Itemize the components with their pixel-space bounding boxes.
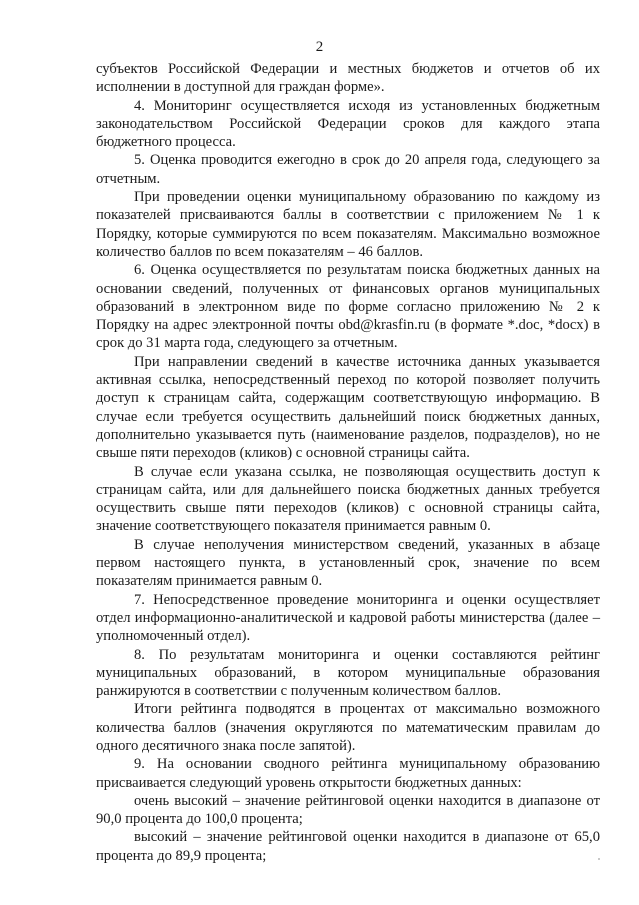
paragraph-continuation: субъектов Российской Федерации и местных бюджетов и отчетов об их исполнении в доступной для граждан форме». <box>96 61 600 96</box>
scan-speck <box>598 858 600 860</box>
paragraph-item-5: 5. Оценка проводится ежегодно в срок до 20 апреля года, следующего за отчетным. <box>96 152 600 187</box>
level-very-high: очень высокий – значение рейтинговой оценки находится в диапазоне от 90,0 процента до 100,0 процента; <box>96 792 600 828</box>
paragraph-source-link: При направлении сведений в качестве источника данных указывается активная ссылка, непосредственный переход по которой позволяет получить доступ к страницам сайта, содержащим соответствующую информацию. В случае если требуется осуществить дальнейший поиск бюджетных данных, дополнительно указывается путь (наименование разделов, подразделов), но не свыше пяти переходов (кликов) с основной страницы сайта. <box>96 353 600 462</box>
paragraph-item-4: 4. Мониторинг осуществляется исходя из установленных бюджетным законодательством Российской Федерации сроков для каждого этапа бюджетного процесса. <box>96 97 600 151</box>
paragraph-invalid-link: В случае если указана ссылка, не позволяющая осуществить доступ к страницам сайта, или для дальнейшего поиска бюджетных данных требуется осуществить свыше пяти переходов (кликов) с основной страницы сайта, значение соответствующего показателя принимается равным 0. <box>96 463 600 535</box>
paragraph-scoring: При проведении оценки муниципальному образованию по каждому из показателей присваиваются баллы в соответствии с приложением № 1 к Порядку, которые суммируются по всем показателям. Максимально возможное количество баллов по всем показателям – 46 баллов. <box>96 189 600 260</box>
paragraph-item-8: 8. По результатам мониторинга и оценки составляются рейтинг муниципальных образований, в котором муниципальные образования ранжируются в соответствии с полученным количеством баллов. <box>96 646 600 700</box>
level-high: высокий – значение рейтинговой оценки находится в диапазоне от 65,0 процента до 89,9 процента; <box>96 829 600 864</box>
paragraph-no-data: В случае неполучения министерством сведений, указанных в абзаце первом настоящего пункта, в установленный срок, значение по всем показателям принимается равным 0. <box>96 536 600 590</box>
paragraph-item-9: 9. На основании сводного рейтинга муниципальному образованию присваивается следующий уровень открытости бюджетных данных: <box>96 756 600 791</box>
paragraph-item-7: 7. Непосредственное проведение мониторинга и оценки осуществляет отдел информационно-аналитической и кадровой работы министерства (далее – уполномоченный отдел). <box>96 591 600 645</box>
document-body <box>96 60 600 865</box>
paragraph-rating-results: Итоги рейтинга подводятся в процентах от максимально возможного количества баллов (значения округляются по математическим правилам до одного десятичного знака после запятой). <box>96 701 600 754</box>
page-number: 2 <box>315 39 324 55</box>
paragraph-item-6: 6. Оценка осуществляется по результатам поиска бюджетных данных на основании сведений, полученных от финансовых органов муниципальных образований в электронном виде по форме согласно приложению № 2 к Порядку на адрес электронной почты obd@krasfin.ru (в формате *.doc, *docx) в срок до 31 марта года, следующего за отчетным. <box>96 262 600 352</box>
